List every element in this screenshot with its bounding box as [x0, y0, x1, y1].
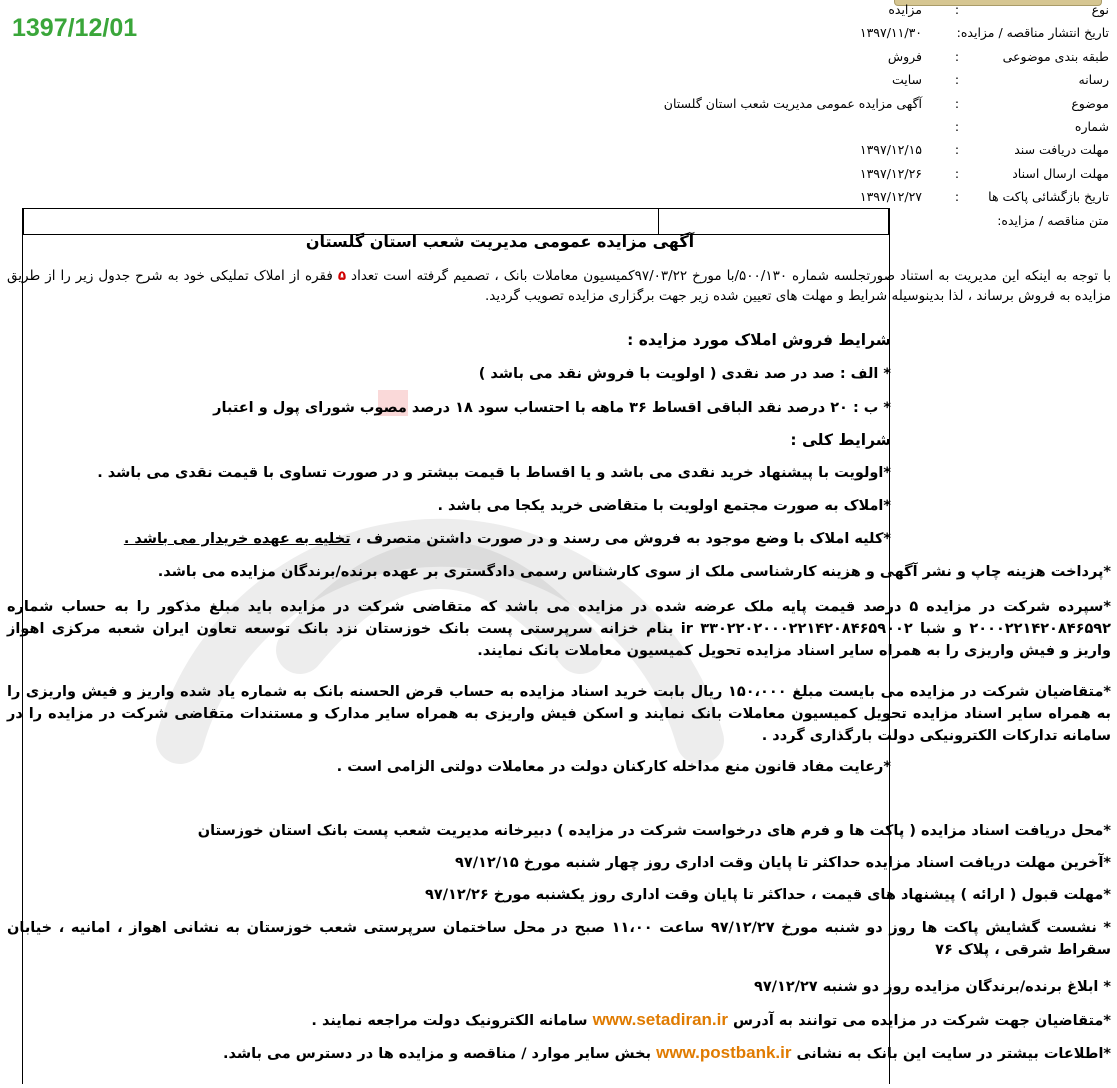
general-condition-4: *پرداخت هزینه چاپ و نشر آگهی و هزینه کارشناسی ملک از سوی کارشناس رسمی دادگستری بر عهده برنده/برندگان مزایده می باشد.: [157, 564, 1111, 580]
procedure-5: * ابلاغ برنده/برندگان مزایده روز دو شنبه ۹۷/۱۲/۲۷: [753, 979, 1111, 995]
meta-label: تاریخ انتشار مناقصه / مزایده:: [956, 25, 1109, 41]
procedure-7: [7, 1043, 1111, 1063]
meta-row: [557, 2, 1117, 25]
general-conditions-heading: شرایط کلی :: [790, 431, 891, 449]
meta-row: [557, 96, 1117, 119]
meta-value: فروش: [887, 48, 922, 64]
general-condition-2: *املاک به صورت مجتمع اولویت با متقاضی خرید یکجا می باشد .: [437, 498, 891, 514]
meta-separator: :: [954, 95, 960, 111]
meta-label: مهلت دریافت سند: [1014, 142, 1109, 158]
meta-row: [557, 142, 1117, 165]
procedure-2: *آخرین مهلت دریافت اسناد مزایده حداکثر تا پایان وقت اداری روز چهار شنبه مورخ ۹۷/۱۲/۱۵: [455, 855, 1111, 871]
sale-option-a: * الف : صد در صد نقدی ( اولویت با فروش نقد می باشد ): [478, 366, 891, 382]
general-condition-1: *اولویت با پیشنهاد خرید نقدی می باشد و یا اقساط با قیمت بیشتر و در صورت تساوی با قیمت نقدی می باشد .: [97, 465, 891, 481]
meta-label: تاریخ بازگشائی پاکت ها: [988, 189, 1109, 205]
meta-value: آگهی مزایده عمومی مدیریت شعب استان گلستان: [663, 95, 922, 111]
procedure-6-text: *متقاضیان جهت شرکت در مزایده می توانند به آدرس: [727, 1013, 1111, 1029]
header-cell: [24, 209, 659, 234]
meta-value: ۱۳۹۷/۱۲/۲۶: [859, 165, 922, 181]
meta-row: [557, 72, 1117, 95]
intro-text: با توجه به اینکه این مدیریت به استناد صورتجلسه شماره ۵۰۰/۱۳۰/با مورخ ۹۷/۰۳/۲۲کمیسیون معاملات بانک ، تصمیم گرفته است تعداد: [346, 268, 1111, 284]
document-title: آگهی مزایده عمومی مدیریت شعب استان گلستان: [305, 232, 695, 251]
meta-separator: :: [954, 72, 960, 88]
meta-label: موضوع: [1071, 95, 1109, 111]
meta-separator: :: [954, 48, 960, 64]
intro-paragraph: [7, 266, 1111, 306]
general-condition-3: [1, 531, 891, 547]
postbank-link[interactable]: www.postbank.ir: [656, 1043, 792, 1062]
procedure-1: *محل دریافت اسناد مزایده ( پاکت ها و فرم های درخواست شرکت در مزایده ) دبیرخانه مدیریت شعب پست بانک استان خوزستان: [197, 823, 1111, 839]
meta-label: رسانه: [1078, 72, 1109, 88]
meta-label: طبقه بندی موضوعی: [1002, 48, 1109, 64]
meta-label: شماره: [1074, 118, 1109, 134]
general-condition-3-underlined: تخلیه به عهده خریدار می باشد .: [123, 531, 351, 547]
meta-separator: :: [954, 189, 960, 205]
header-cell: [659, 209, 888, 234]
sale-conditions-heading: شرایط فروش املاک مورد مزایده :: [627, 331, 891, 349]
procedure-7-text: *اطلاعات بیشتر در سایت این بانک به نشانی: [791, 1046, 1111, 1062]
document-header-row: [23, 208, 889, 235]
procedure-6-text-end: سامانه الکترونیک دولت مراجعه نمایند .: [311, 1013, 593, 1029]
meta-value: ۱۳۹۷/۱۲/۱۵: [859, 142, 922, 158]
setadiran-link[interactable]: www.setadiran.ir: [592, 1010, 728, 1029]
meta-label: مهلت ارسال اسناد: [1012, 165, 1109, 181]
meta-value: سایت: [891, 72, 922, 88]
sale-option-b: * ب : ۲۰ درصد نقد الباقی اقساط ۳۶ ماهه با احتساب سود ۱۸ درصد مصوب شورای پول و اعتبار: [213, 400, 891, 416]
general-condition-6: *متقاضیان شرکت در مزایده می بایست مبلغ ۱۵۰،۰۰۰ ریال بابت خرید اسناد مزایده به حساب قرض الحسنه بانک به شماره یاد شده واریز و فیش واریزی را به همراه سایر اسناد مزایده تحویل کمیسیون معاملات بانک نمایند و اسکن فیش واریزی به همراه سایر مدارک و مستندات متقاضی شرکت در مزایده را در سامانه تدارکات الکترونیکی دولت بارگذاری گردد .: [7, 684, 1112, 744]
property-count: ۵: [337, 268, 347, 284]
intro-text-end: فقره از املاک تملیکی خود به شرح جدول زیر را از طریق مزایده به فروش برساند ، لذا بدینوسیله شرایط و مهلت های تعیین شده زیر جهت برگزاری مزایده تصویب گردید.: [7, 268, 1111, 304]
meta-separator: :: [954, 2, 960, 17]
procedure-6: [7, 1010, 1111, 1030]
general-condition-5: *سپرده شرکت در مزایده ۵ درصد قیمت پایه ملک عرضه شده در مزایده می باشد که متقاضی شرکت در مزایده باید مبلغ مذکور را به حساب شماره ۲۰۰۰۲۲۱۴۲۰۸۴۶۵۹۲ و شبا ir ۳۳۰۲۲۰۲۰۰۰۲۲۱۴۲۰۸۴۶۵۹۰۰۲ بنام خزانه سرپرستی پست بانک خوزستان نزد بانک توسعه تعاون ایران شعبه مرکزی اهواز واریز و فیش واریزی را به همراه سایر اسناد مزایده تحویل کمیسیون معاملات بانک نمایند.: [7, 599, 1111, 659]
meta-separator: :: [954, 165, 960, 181]
meta-label: نوع: [1091, 2, 1109, 17]
date-stamp: 1397/12/01: [12, 14, 138, 42]
procedure-3: *مهلت قبول ( ارائه ) پیشنهاد های قیمت ، حداکثر تا پایان وقت اداری روز یکشنبه مورخ ۹۷/۱۲/۲۶: [425, 887, 1111, 903]
meta-value: ۱۳۹۷/۱۱/۳۰: [859, 25, 922, 41]
meta-row: [557, 49, 1117, 72]
meta-separator: :: [954, 118, 960, 134]
meta-row: [557, 25, 1117, 48]
meta-label: متن مناقصه / مزایده:: [997, 212, 1109, 228]
meta-row: [557, 166, 1117, 189]
meta-row: [557, 119, 1117, 142]
procedure-7-text-end: بخش سایر موارد / مناقصه و مزایده ها در دسترس می باشد.: [222, 1046, 657, 1062]
meta-separator: :: [954, 142, 960, 158]
meta-table: [557, 2, 1117, 236]
meta-value: ۱۳۹۷/۱۲/۲۷: [859, 189, 922, 205]
general-condition-7: *رعایت مفاد قانون منع مداخله کارکنان دولت در معاملات دولتی الزامی است .: [336, 759, 891, 775]
procedure-4: * نشست گشایش پاکت ها روز دو شنبه مورخ ۹۷/۱۲/۲۷ ساعت ۱۱،۰۰ صبح در محل ساختمان سرپرستی شعب خوزستان به نشانی اهواز ، امانیه ، خیابان سقراط شرقی ، پلاک ۷۶: [7, 920, 1111, 958]
meta-value: مزایده: [888, 2, 922, 17]
general-condition-3-text: *کلیه املاک با وضع موجود به فروش می رسند و در صورت داشتن متصرف ،: [350, 531, 891, 547]
